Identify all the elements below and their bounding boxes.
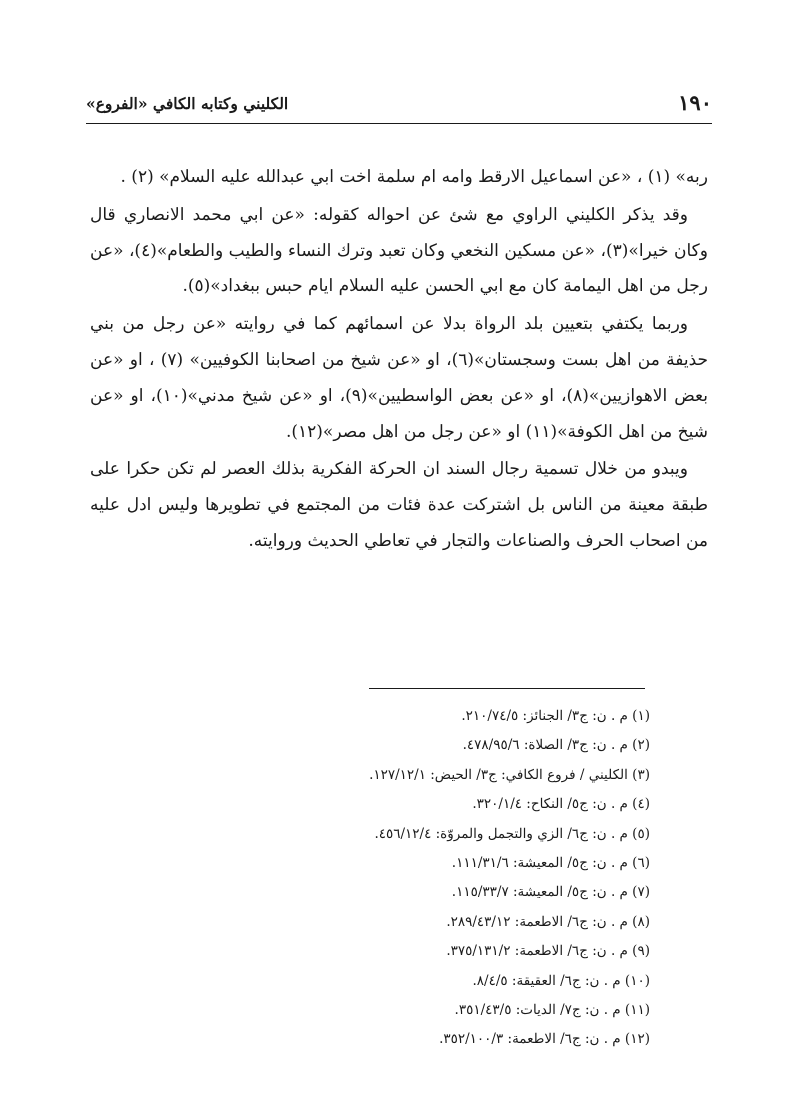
footnote: (١١) م . ن: ج٧/ الديات: ٣٥١/٤٣/٥. [454, 1002, 650, 1019]
footnote: (١٠) م . ن: ج٦/ العقيقة: ٨/٤/٥. [472, 972, 650, 989]
footnotes [90, 702, 650, 1055]
paragraph: وقد يذكر الكليني الراوي مع شئ عن احواله كقوله: «عن ابي محمد الانصاري قال وكان خيرا»(٣)، «عن مسكين النخعي وكان تعبد وترك النساء والطيب والطعام»(٤)، «عن رجل من اهل اليمامة كان مع ابي الحسن عليه السلام ايام حبس ببغداد»(٥). [90, 204, 708, 297]
footnote: (٢) م . ن: ج٣/ الصلاة: ٤٧٨/٩٥/٦. [462, 737, 650, 754]
footnote: (٨) م . ن: ج٦/ الاطعمة: ٢٨٩/٤٣/١٢. [446, 913, 650, 930]
running-title: الكليني وكتابه الكافي «الفروع» [86, 94, 289, 113]
paragraph: وربما يكتفي بتعيين بلد الرواة بدلا عن اسمائهم كما في روايته «عن رجل من بني حذيفة من اهل بست وسجستان»(٦)، او «عن شيخ من اصحابنا الكوفيين» (٧) ، او «عن بعض الاهوازيين»(٨)، او «عن بعض الواسطيين»(٩)، او «عن شيخ مدني»(١٠)، او «عن شيخ من اهل الكوفة»(١١) او «عن رجل من اهل مصر»(١٢). [90, 314, 709, 442]
footnote: (٦) م . ن: ج٥/ المعيشة: ١١١/٣١/٦. [451, 855, 650, 872]
footnote: (٩) م . ن: ج٦/ الاطعمة: ٣٧٥/١٣١/٢. [446, 943, 650, 960]
paragraph: ربه» (١) ، «عن اسماعيل الارقط وامه ام سلمة اخت ابي عبدالله عليه السلام» (٢) . [120, 167, 708, 187]
footnote: (٧) م . ن: ج٥/ المعيشة: ١١٥/٣٣/٧. [451, 884, 650, 901]
footnote: (٤) م . ن: ج٥/ النكاح: ٣٢٠/١/٤. [472, 796, 650, 813]
footnote: (١٢) م . ن: ج٦/ الاطعمة: ٣٥٢/١٠٠/٣. [439, 1031, 650, 1048]
paragraph: ويبدو من خلال تسمية رجال السند ان الحركة الفكرية بذلك العصر لم تكن حكرا على طبقة معينة من الناس بل اشتركت عدة فئات من المجتمع في تطويرها وليس ادل عليه من اصحاب الحرف والصناعات والتجار في تعاطي الحديث وروايته. [90, 459, 708, 551]
footnote: (٥) م . ن: ج٦/ الزي والتجمل والمروّة: ٤٥٦/١٢/٤. [374, 825, 650, 842]
page-header [86, 88, 712, 122]
footnote-divider [369, 688, 645, 689]
footnote: (٣) الكليني / فروع الكافي: ج٣/ الحيض: ١٢٧/١٢/١. [369, 766, 650, 783]
footnote: (١) م . ن: ج٣/ الجنائز: ٢١٠/٧٤/٥. [461, 708, 650, 724]
main-text [90, 160, 708, 562]
header-divider [86, 123, 712, 124]
page-number: ١٩٠ [678, 90, 712, 115]
